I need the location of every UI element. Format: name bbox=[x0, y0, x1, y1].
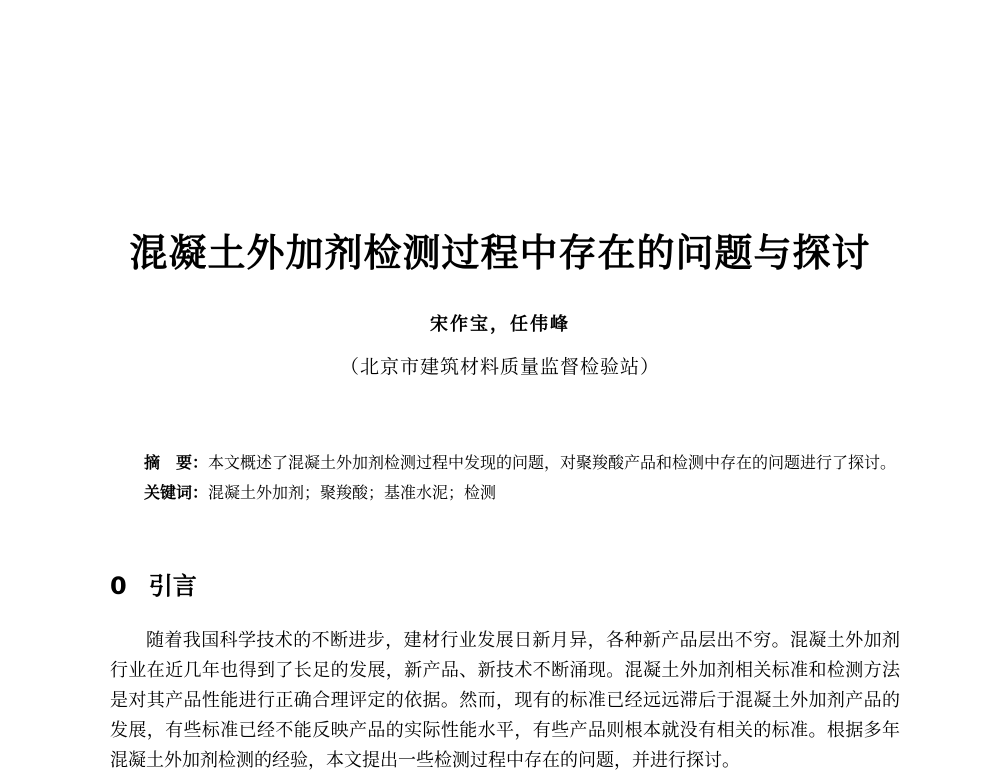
keywords-paragraph bbox=[110, 478, 900, 508]
section-title: 引言 bbox=[148, 572, 197, 600]
keywords-text: 混凝土外加剂；聚羧酸；基准水泥；检测 bbox=[208, 483, 497, 502]
body-paragraph bbox=[110, 626, 900, 776]
body-text: 随着我国科学技术的不断进步，建材行业发展日新月异，各种新产品层出不穷。混凝土外加剂行业在近几年也得到了长足的发展，新产品、新技术不断涌现。混凝土外加剂相关标准和检测方法是对其产品性能进行正确合理评定的依据。然而，现有的标准已经远远滞后于混凝土外加剂产品的发展，有些标准已经不能反映产品的实际性能水平，有些产品则根本就没有相关的标准。根据多年混凝土外加剂检测的经验，本文提出一些检测过程中存在的问题，并进行探讨。 bbox=[110, 630, 900, 771]
affiliation: （北京市建筑材料质量监督检验站） bbox=[339, 356, 660, 378]
keywords-label: 关键词： bbox=[144, 483, 209, 502]
abstract-text: 本文概述了混凝土外加剂检测过程中发现的问题，对聚羧酸产品和检测中存在的问题进行了探讨。 bbox=[208, 453, 897, 472]
section-number: 0 bbox=[110, 572, 127, 600]
authors: 宋作宝，任伟峰 bbox=[430, 314, 570, 335]
abstract-label: 摘 要： bbox=[144, 453, 209, 472]
abstract-paragraph bbox=[110, 448, 900, 478]
section-heading bbox=[110, 566, 197, 601]
paper-title: 混凝土外加剂检测过程中存在的问题与探讨 bbox=[129, 230, 871, 275]
abstract-block bbox=[110, 448, 900, 508]
